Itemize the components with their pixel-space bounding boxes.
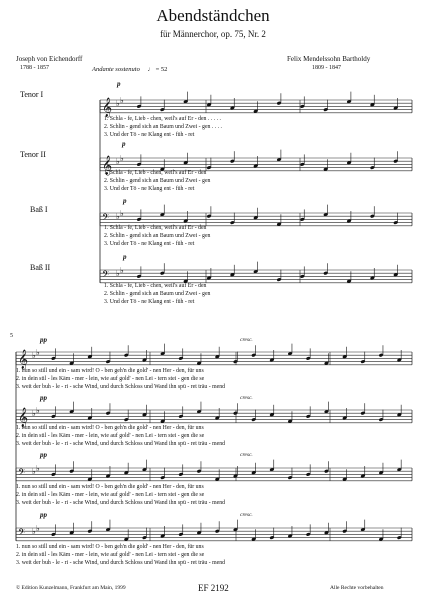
edition-number: EF 2192 (198, 583, 229, 593)
flat-icon: ♭ (36, 464, 40, 473)
tempo-text: Andante sostenuto (92, 66, 140, 73)
dynamic-pp-bass1: pp (40, 451, 47, 459)
flat-icon: ♭ (120, 209, 124, 218)
lyric-line: 1. nun so still und ein - sam wird! O - ben geh'n die gold' - nen Her - den, für uns (16, 484, 204, 490)
flat-icon: ♭ (116, 212, 120, 221)
part-name-bass1: Baß I (30, 205, 48, 214)
part-name-bass2: Baß II (30, 263, 51, 272)
treble-clef-icon: 𝄞 (102, 155, 113, 176)
treble-clef-icon: 𝄞 (18, 407, 29, 428)
flat-icon: ♭ (36, 406, 40, 415)
flat-icon: ♭ (32, 351, 36, 360)
lyric-line: 2. in dein stil - les Käm - mer - lein, wie auf gold' - nen Lei - tern stei - gen die se (16, 492, 205, 498)
composer-name: Felix Mendelssohn Bartholdy (287, 55, 371, 63)
bass-clef-icon: 𝄢 (18, 467, 26, 480)
flat-icon: ♭ (120, 154, 124, 163)
lyric-line: 3. Und der Tö - ne Klang ent - füh - ret (104, 299, 195, 305)
lyric-line: 2. Schlin - gend sich an Baum und Zwei - gen (104, 291, 211, 297)
lyric-line: 2. in dein stil - les Käm - mer - lein, wie auf gold' - nen Lei - tern stei - gen die se (16, 552, 205, 558)
flat-icon: ♭ (120, 96, 124, 105)
piece-title: Abendständchen (156, 6, 270, 25)
lyric-line: 1. nun so still und ein - sam wird! O - ben geh'n die gold' - nen Her - den, für uns (16, 425, 204, 431)
cresc-tenor1: cresc. (240, 337, 253, 343)
lyric-line: 2. Schlin - gend sich an Baum und Zwei - gen (104, 178, 211, 184)
lyric-line: 1. Schla - fe, Lieb - chen, weil's auf Er - den (104, 170, 207, 176)
treble-clef-icon: 𝄞 (102, 97, 113, 118)
metronome-mark: ♩ = 52 (147, 66, 168, 73)
lyric-line: 3. Und der Tö - ne Klang ent - füh - ret (104, 186, 195, 192)
poet-dates: 1788 - 1857 (20, 65, 49, 71)
dynamic-p-bass2: p (123, 253, 127, 261)
lyric-line: 3. Und der Tö - ne Klang ent - füh - ret (104, 132, 195, 138)
flat-icon: ♭ (32, 409, 36, 418)
dynamic-p-bass1: p (123, 197, 127, 205)
bass-clef-icon: 𝄢 (102, 269, 110, 282)
part-name-tenor1: Tenor I (20, 90, 44, 99)
lyric-line: 1. nun so still und ein - sam wird! O - ben geh'n die gold' - nen Her - den, für uns (16, 544, 204, 550)
flat-icon: ♭ (32, 527, 36, 536)
lyric-line: 1. Schla - fe, Lieb - chen, weil's auf Er - den (104, 225, 207, 231)
cresc-bass2: cresc. (240, 512, 253, 518)
part-name-tenor2: Tenor II (20, 150, 46, 159)
lyric-line: 1. Schla - fe, Lieb - chen, weil's auf Er - den (104, 283, 207, 289)
composer-dates: 1809 - 1847 (312, 65, 341, 71)
lyric-line: 3. weit der buh - le - ri - sche Wind, und durch Schloss und Wand ihn spü - ret träu - mend (16, 500, 226, 506)
flat-icon: ♭ (32, 467, 36, 476)
cresc-bass1: cresc. (240, 452, 253, 458)
cresc-tenor2: cresc. (240, 395, 253, 401)
lyric-line: 2. in dein stil - les Käm - mer - lein, wie auf gold' - nen Lei - tern stei - gen die se (16, 433, 205, 439)
dynamic-pp-tenor1: pp (40, 336, 47, 344)
lyric-line: 3. weit der buh - le - ri - sche Wind, und durch Schloss und Wand ihn spü - ret träu - mend (16, 560, 226, 566)
dynamic-p-tenor1: p (117, 80, 121, 88)
flat-icon: ♭ (116, 157, 120, 166)
measure-number: 5 (10, 333, 13, 339)
piece-subtitle: für Männerchor, op. 75, Nr. 2 (160, 29, 266, 39)
flat-icon: ♭ (116, 269, 120, 278)
bass-clef-icon: 𝄢 (102, 212, 110, 225)
flat-icon: ♭ (116, 99, 120, 108)
poet-name: Joseph von Eichendorff (16, 55, 83, 63)
treble-clef-icon: 𝄞 (18, 349, 29, 370)
dynamic-pp-bass2: pp (40, 511, 47, 519)
lyric-line: 3. Und der Tö - ne Klang ent - füh - ret (104, 241, 195, 247)
lyric-line: 3. weit der buh - le - ri - sche Wind, und durch Schloss und Wand ihn spü - ret träu - mend (16, 441, 226, 447)
bass-clef-icon: 𝄢 (18, 527, 26, 540)
lyric-line: 1. Schla - fe, Lieb - chen, weil's auf Er - den . . . . . (104, 116, 221, 122)
lyric-line: 1. nun so still und ein - sam wird! O - ben geh'n die gold' - nen Her - den, für uns (16, 368, 204, 374)
lyric-line: 2. in dein stil - les Käm - mer - lein, wie auf gold' - nen Lei - tern stei - gen die se (16, 376, 205, 382)
lyric-line: 2. Schlin - gend sich an Baum und Zwei - gen (104, 233, 211, 239)
flat-icon: ♭ (36, 524, 40, 533)
copyright-notice: © Edition Kunzelmann, Frankfurt am Main, 1999 (16, 585, 126, 591)
dynamic-p-tenor2: p (122, 140, 126, 148)
lyric-line: 3. weit der buh - le - ri - sche Wind, und durch Schloss und Wand ihn spü - ret träu - mend (16, 384, 226, 390)
dynamic-pp-tenor2: pp (40, 394, 47, 402)
rights-notice: Alle Rechte vorbehalten (330, 585, 384, 591)
flat-icon: ♭ (36, 348, 40, 357)
flat-icon: ♭ (120, 266, 124, 275)
lyric-line: 2. Schlin - gend sich an Baum und Zwei - gen . . . . (104, 124, 223, 130)
